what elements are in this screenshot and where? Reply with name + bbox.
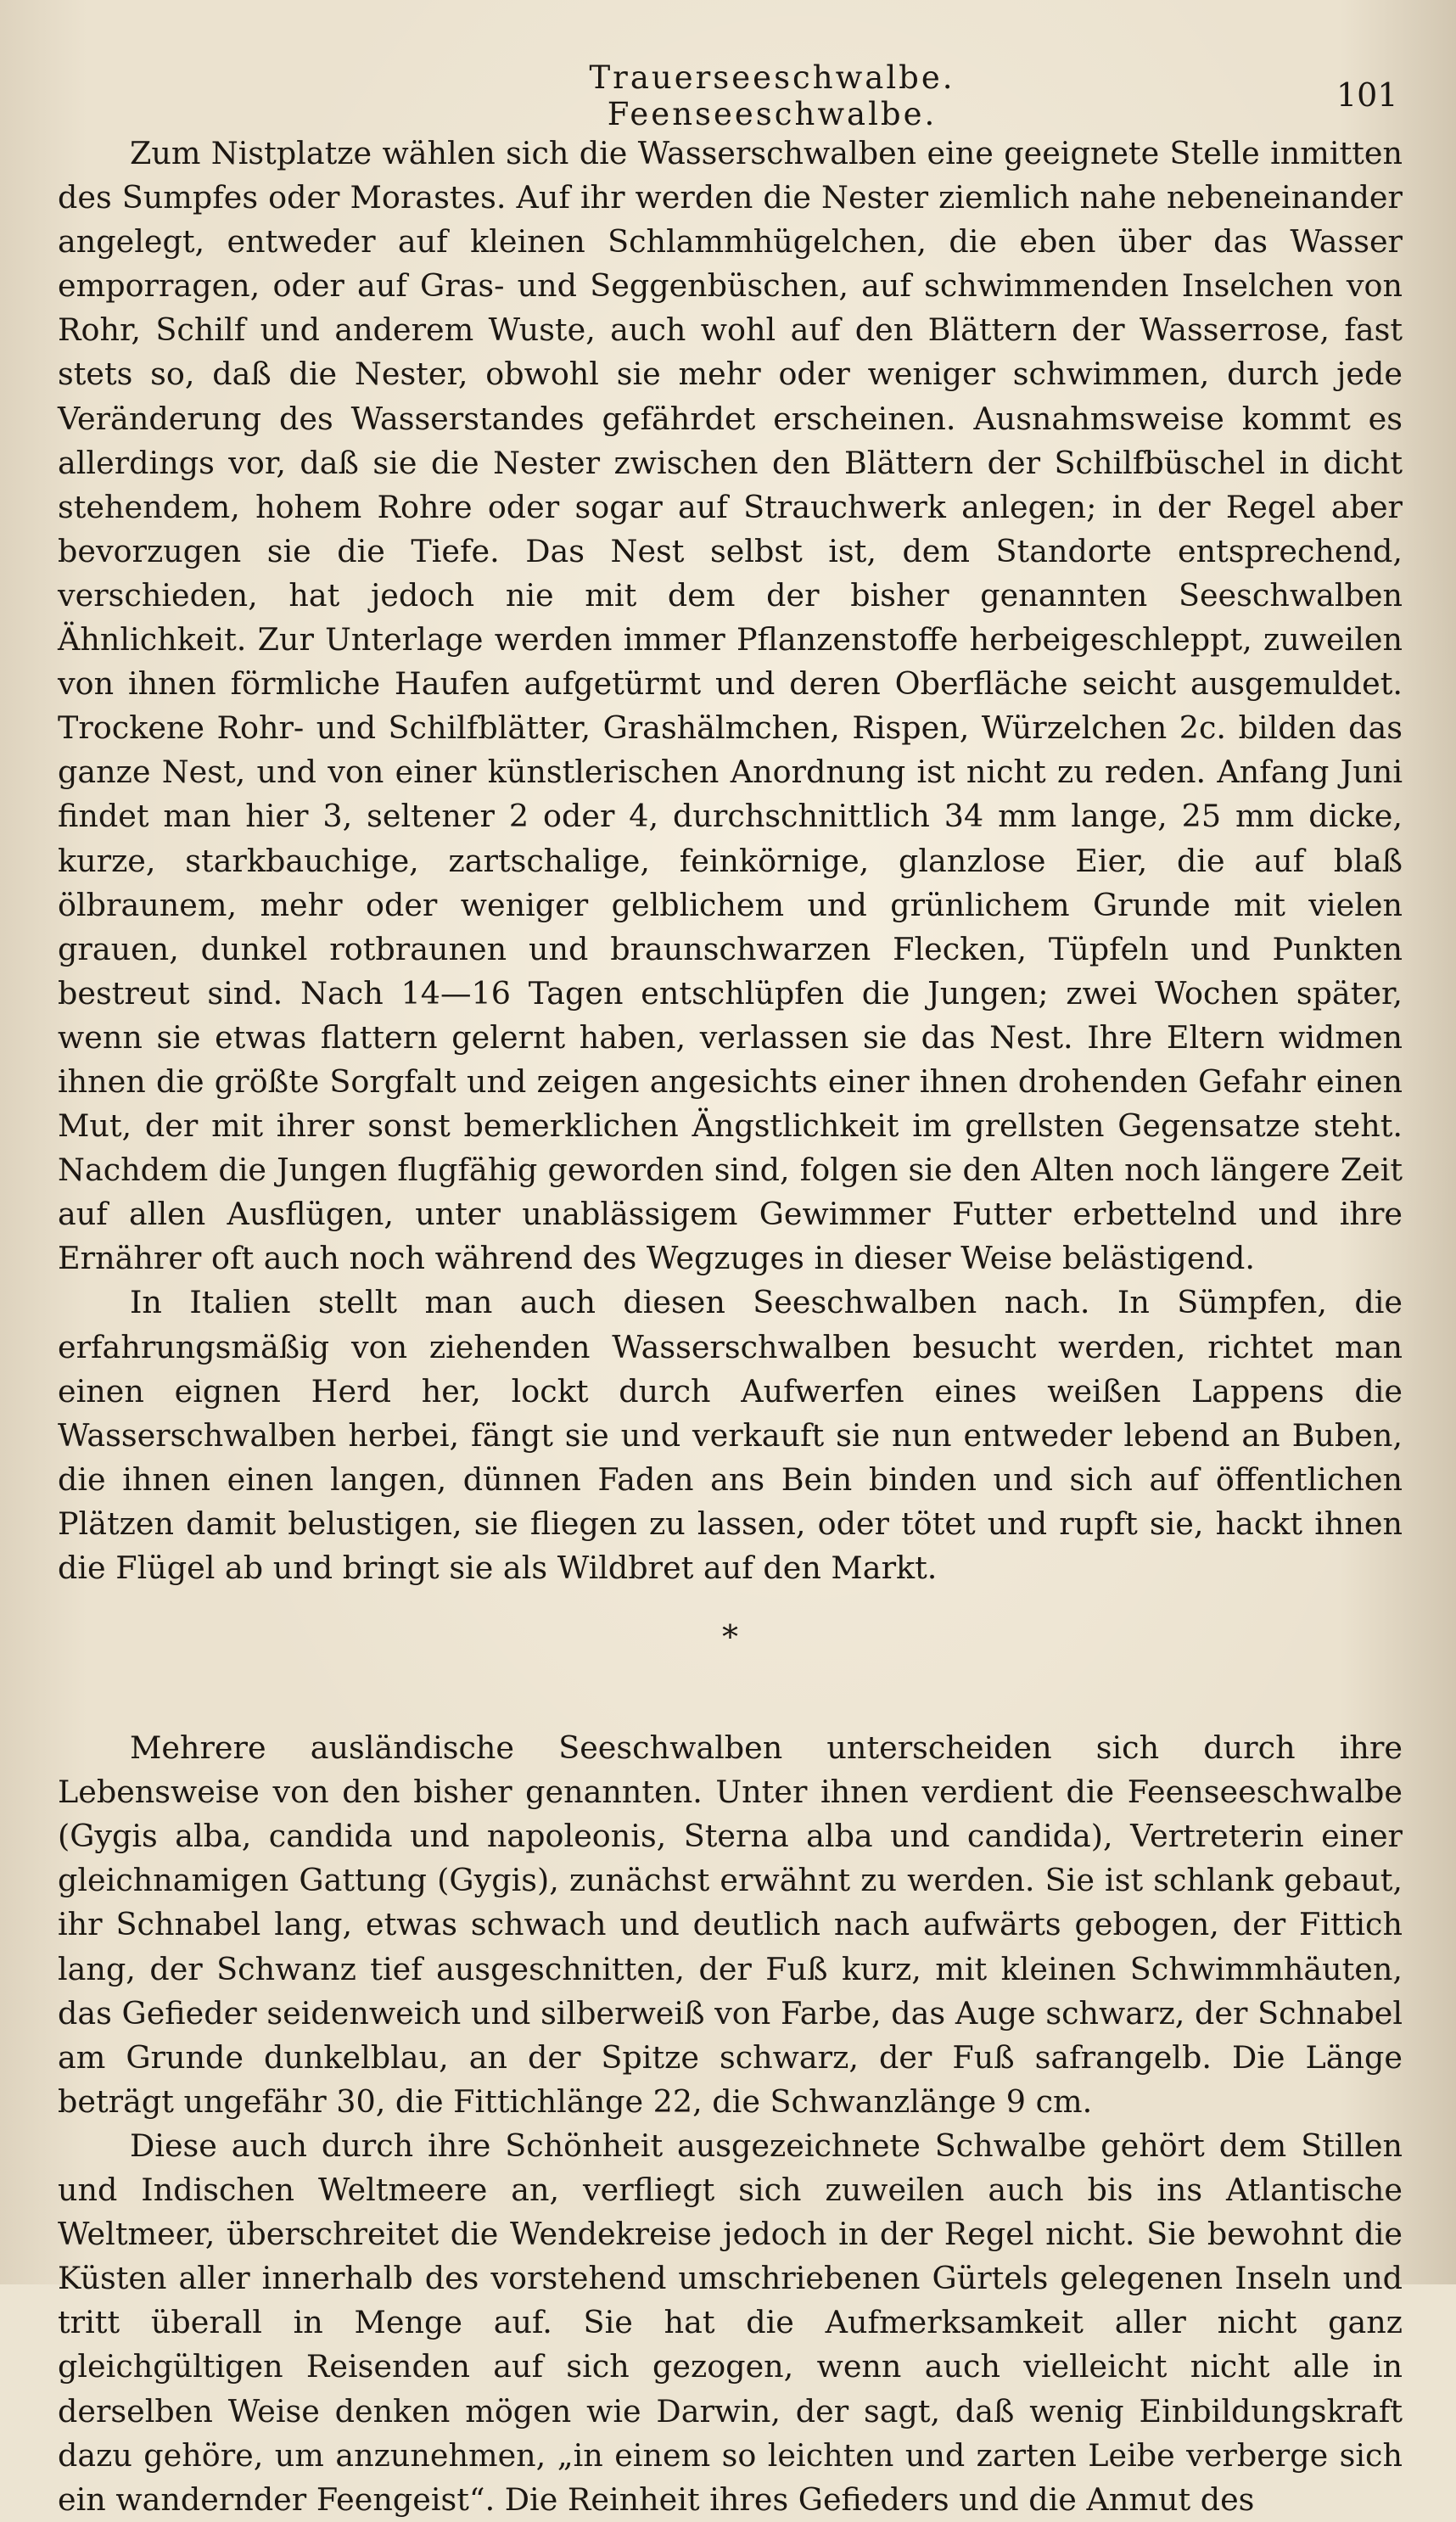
- paragraph-fairy-tern-range: Diese auch durch ihre Schönheit ausgezeichnete Schwalbe gehört dem Stillen und Indischen Weltmeere an, verfliegt sich zuweilen auch bis ins Atlantische Weltmeer, überschreitet die Wendekreise jedoch in der Regel nicht. Sie bewohnt die Küsten aller innerhalb des vorstehend umschriebenen Gürtels gelegenen Inseln und tritt überall in Menge auf. Sie hat die Aufmerksamkeit aller nicht ganz gleichgültigen Reisenden auf sich gezogen, wenn auch vielleicht nicht alle in derselben Weise denken mögen wie Darwin, der sagt, daß wenig Einbildungskraft dazu gehöre, um anzunehmen, „in einem so leichten und zarten Leibe verberge sich ein wandernder Feengeist“. Die Reinheit ihres Gefieders und die Anmut des: [58, 2127, 1403, 2518]
- paragraph-italy-hunting: In Italien stellt man auch diesen Seeschwalben nach. In Sümpfen, die erfahrungsmäßig von ziehenden Wasserschwalben besucht werden, richtet man einen eignen Herd her, lockt durch Aufwerfen eines weißen Lappens die Wasserschwalben herbei, fängt sie und verkauft sie nun entweder lebend an Buben, die ihnen einen langen, dünnen Faden ans Bein binden und sich auf öffentlichen Plätzen damit belustigen, sie fliegen zu lassen, oder tötet und rupft sie, hackt ihnen die Flügel ab und bringt sie als Wildbret auf den Markt.: [58, 1284, 1403, 1586]
- paragraph-nesting: Zum Nistplatze wählen sich die Wasserschwalben eine geeignete Stelle inmitten des Sumpfes oder Morastes. Auf ihr werden die Nester ziemlich nahe nebeneinander angelegt, entweder auf kleinen Schlammhügelchen, die eben über das Wasser emporragen, oder auf Gras- und Seggenbüschen, auf schwimmenden Inselchen von Rohr, Schilf und anderem Wuste, auch wohl auf den Blättern der Wasserrose, fast stets so, daß die Nester, obwohl sie mehr oder weniger schwimmen, durch jede Veränderung des Wasserstandes gefährdet erscheinen. Ausnahmsweise kommt es allerdings vor, daß sie die Nester zwischen den Blättern der Schilfbüschel in dicht stehendem, hohem Rohre oder sogar auf Strauchwerk anlegen; in der Regel aber bevorzugen sie die Tiefe. Das Nest selbst ist, dem Standorte entsprechend, verschieden, hat jedoch nie mit dem der bisher genannten Seeschwalben Ähnlichkeit. Zur Unterlage werden immer Pflanzenstoffe herbeigeschleppt, zuweilen von ihnen förmliche Haufen aufgetürmt und deren Oberfläche seicht ausgemuldet. Trockene Rohr- und Schilfblätter, Grashälmchen, Rispen, Würzelchen 2c. bilden das ganze Nest, und von einer künstlerischen Anordnung ist nicht zu reden. Anfang Juni findet man hier 3, seltener 2 oder 4, durchschnittlich 34 mm lange, 25 mm dicke, kurze, starkbauchige, zartschalige, feinkörnige, glanzlose Eier, die auf blaß ölbraunem, mehr oder weniger gelblichem und grünlichem Grunde mit vielen grauen, dunkel rotbraunen und braunschwarzen Flecken, Tüpfeln und Punkten bestreut sind. Nach 14—16 Tagen entschlüpfen die Jungen; zwei Wochen später, wenn sie etwas flattern gelernt haben, verlassen sie das Nest. Ihre Eltern widmen ihnen die größte Sorgfalt und zeigen angesichts einer ihnen drohenden Gefahr einen Mut, der mit ihrer sonst bemerklichen Ängstlichkeit im grellsten Gegensatze steht. Nachdem die Jungen flugfähig geworden sind, folgen sie den Alten noch längere Zeit auf allen Ausflügen, unter unablässigem Gewimmer Futter erbettelnd und ihre Ernährer oft auch noch während des Wegzuges in dieser Weise belästigend.: [58, 135, 1403, 1277]
- paragraph-fairy-tern-description: Mehrere ausländische Seeschwalben unterscheiden sich durch ihre Lebensweise von den bisher genannten. Unter ihnen verdient die Feenseeschwalbe (Gygis alba, candida und napoleonis, Sterna alba und candida), Vertreterin einer gleichnamigen Gattung (Gygis), zunächst erwähnt zu werden. Sie ist schlank gebaut, ihr Schnabel lang, etwas schwach und deutlich nach aufwärts gebogen, der Fittich lang, der Schwanz tief ausgeschnitten, der Fuß kurz, mit kleinen Schwimmhäuten, das Gefieder seidenweich und silberweiß von Farbe, das Auge schwarz, der Schnabel am Grunde dunkelblau, an der Spitze schwarz, der Fuß safrangelb. Die Länge beträgt ungefähr 30, die Fittichlänge 22, die Schwanzlänge 9 cm.: [58, 1729, 1403, 2120]
- running-header: Trauerseeschwalbe. Feenseeschwalbe.: [589, 59, 955, 132]
- page-number: 101: [1336, 76, 1398, 114]
- body-text: [58, 132, 1403, 2522]
- section-divider: *: [722, 1618, 738, 1656]
